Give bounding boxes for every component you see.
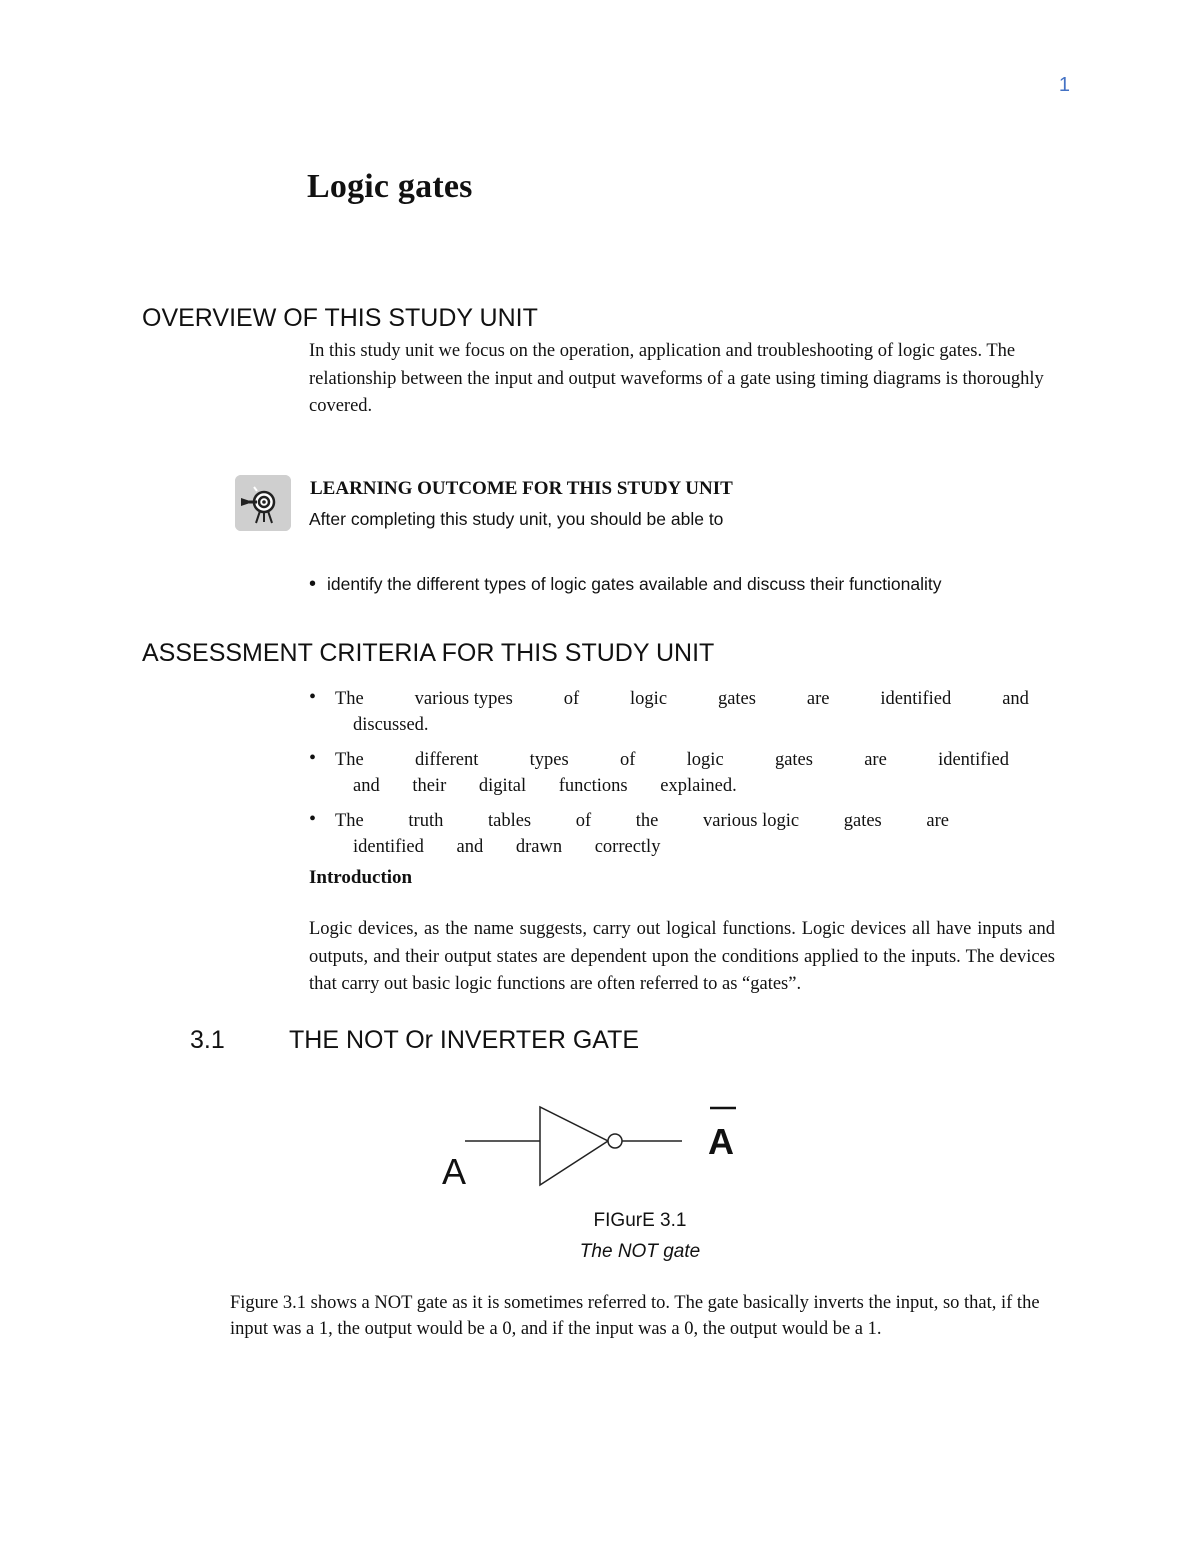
criterion-word: identified xyxy=(880,689,952,709)
criterion-word: of xyxy=(619,750,636,770)
output-label: A xyxy=(708,1121,734,1162)
criterion-word: tables xyxy=(487,811,532,831)
document-title: Logic gates xyxy=(307,168,473,205)
criterion-word: of xyxy=(575,811,592,831)
page-number: 1 xyxy=(1058,74,1070,96)
inversion-bubble xyxy=(608,1134,622,1148)
criterion-word: various logic xyxy=(703,811,800,831)
assessment-heading: ASSESSMENT CRITERIA FOR THIS STUDY UNIT xyxy=(142,639,715,667)
figure-description: Figure 3.1 shows a NOT gate as it is sometimes referred to. The gate basically inverts the input, so that, if the input was a 1, the output would be a 0, and if the input was a 0, the output would be a 1. xyxy=(230,1293,1040,1339)
target-icon xyxy=(235,475,291,531)
criterion-word: truth xyxy=(408,811,444,831)
criterion-word: of xyxy=(563,689,580,709)
criterion-word: are xyxy=(864,750,887,770)
criterion-word: different xyxy=(415,750,479,770)
criterion-word: types xyxy=(529,750,569,770)
learning-outcome-title: LEARNING OUTCOME FOR THIS STUDY UNIT xyxy=(310,478,733,499)
not-gate-diagram xyxy=(420,1095,760,1200)
criterion-word: gates xyxy=(717,689,756,709)
criterion-word: logic xyxy=(630,689,668,709)
criterion-word: and xyxy=(1002,689,1029,709)
criterion-continuation: identified and drawn correctly xyxy=(353,837,661,857)
criterion-word: • The xyxy=(335,750,364,770)
criterion-continuation: and their digital functions explained. xyxy=(353,776,737,796)
introduction-heading: Introduction xyxy=(309,867,413,888)
criterion-item xyxy=(309,747,1009,799)
overview-text: In this study unit we focus on the operation, application and troubleshooting of logic gates. The relationship between the input and output waveforms of a gate using timing diagrams is thoroughly covered. xyxy=(309,341,1044,416)
figure-caption-number: FIGurE 3.1 xyxy=(593,1210,687,1231)
criterion-word: the xyxy=(635,811,659,831)
criterion-item xyxy=(309,686,1029,738)
section-number: 3.1 xyxy=(190,1026,225,1054)
overview-heading: OVERVIEW OF THIS STUDY UNIT xyxy=(142,304,538,332)
figure-caption-title: The NOT gate xyxy=(579,1241,701,1262)
criterion-word: logic xyxy=(686,750,724,770)
criterion-word: • The xyxy=(335,811,364,831)
introduction-text: Logic devices, as the name suggests, carry out logical functions. Logic devices all have inputs and outputs, and their output states are dependent upon the conditions applied to the inputs. The devices that carry out basic logic functions are often referred to as “gates”. xyxy=(309,919,1055,994)
criterion-word: various types xyxy=(414,689,513,709)
criterion-word: are xyxy=(806,689,830,709)
criterion-word: • The xyxy=(335,689,364,709)
learning-outcome-item xyxy=(309,574,941,595)
learning-outcome-intro: After completing this study unit, you should be able to xyxy=(309,509,724,529)
criterion-word: gates xyxy=(774,750,813,770)
section-title: THE NOT Or INVERTER GATE xyxy=(289,1026,640,1054)
bullet-icon: • xyxy=(309,573,317,595)
criterion-word: gates xyxy=(843,811,882,831)
criterion-word: identified xyxy=(938,750,1009,770)
input-label: A xyxy=(442,1151,467,1192)
learning-outcome-item-text: identify the different types of logic gates available and discuss their functionality xyxy=(327,574,942,594)
criterion-continuation: discussed. xyxy=(353,715,429,735)
not-gate-triangle xyxy=(540,1107,608,1185)
criterion-word: are xyxy=(926,811,949,831)
criterion-item xyxy=(309,808,949,860)
